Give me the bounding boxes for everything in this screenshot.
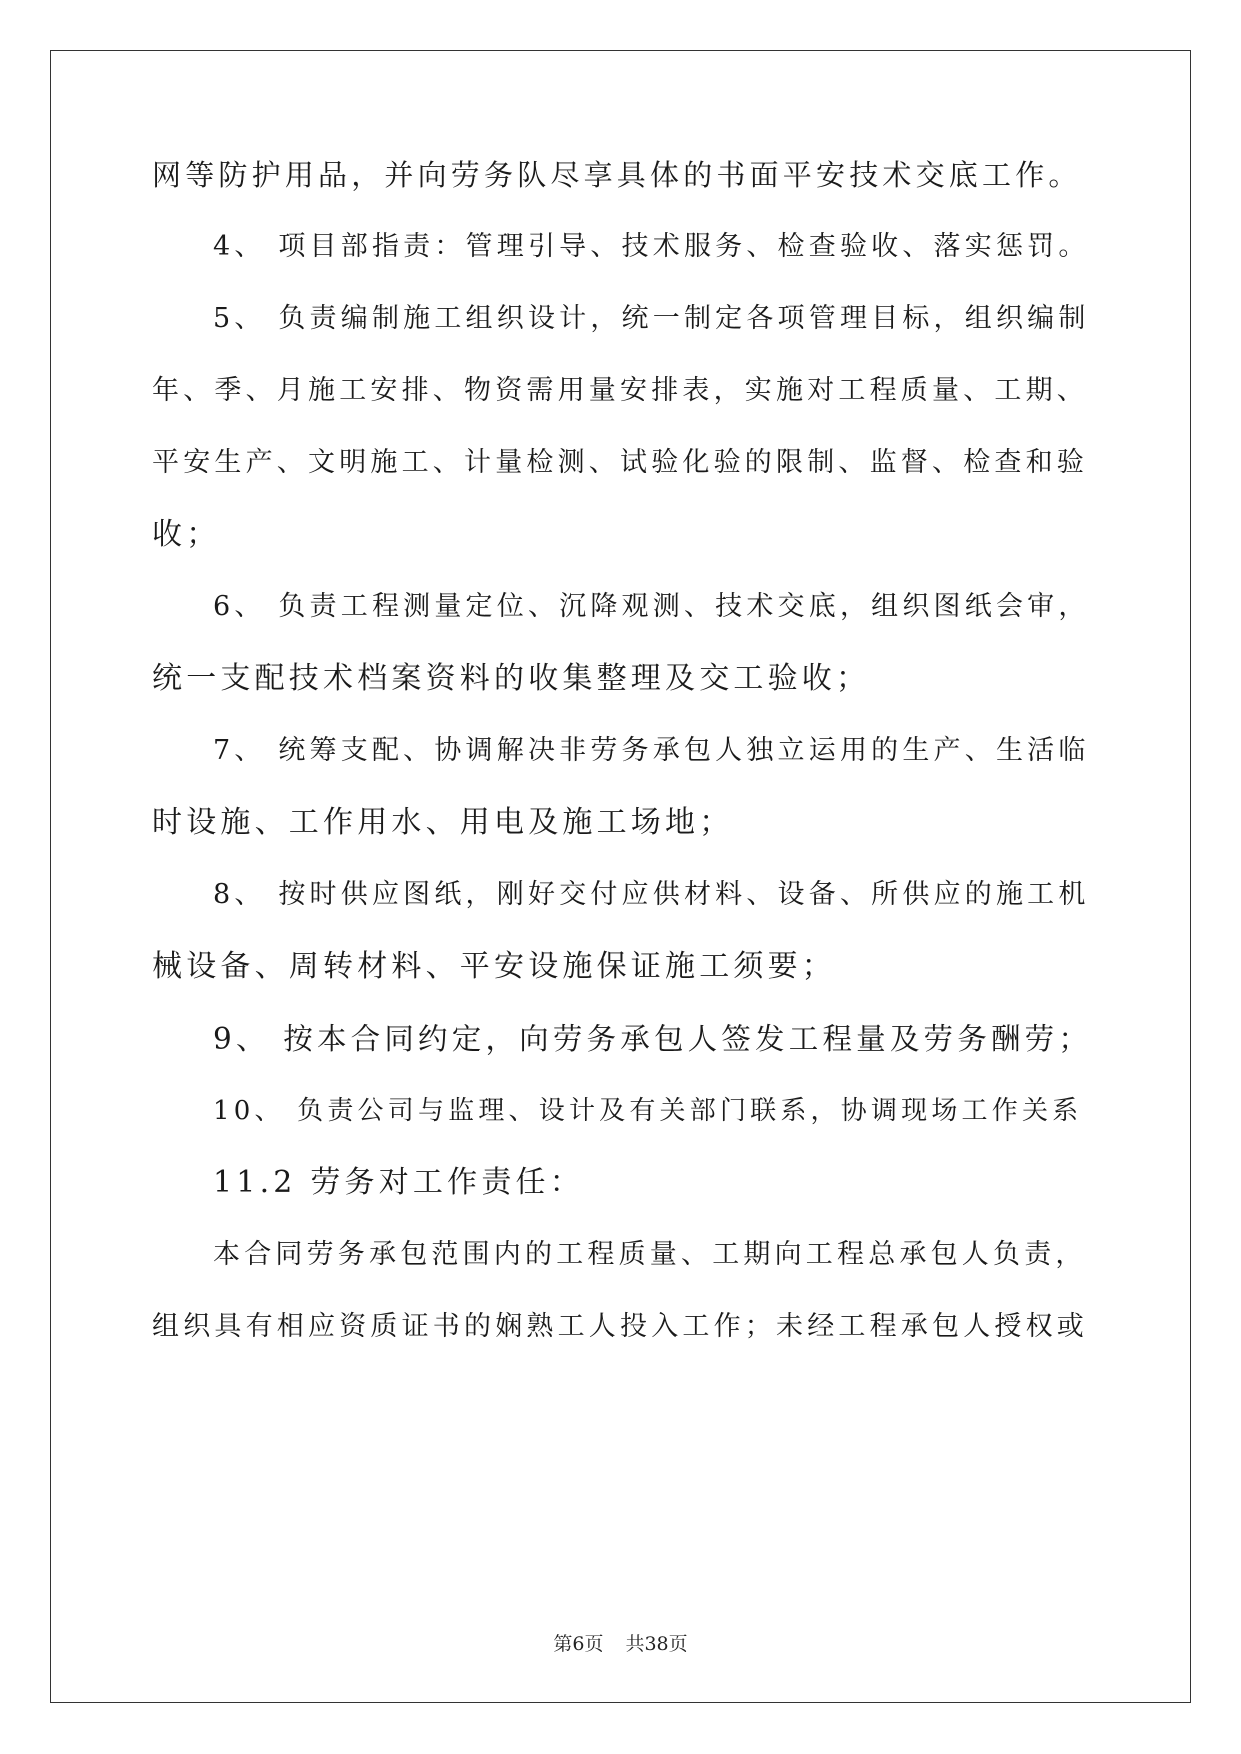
text-line-11: 8、 按时供应图纸，刚好交付应供材料、设备、所供应的施工机 (213, 879, 1090, 910)
text-line-14: 10、 负责公司与监理、设计及有关部门联系，协调现场工作关系 (213, 1096, 1083, 1126)
page-total: 共38页 (625, 1633, 688, 1655)
text-line-13: 9、 按本合同约定，向劳务承包人签发工程量及劳务酬劳； (213, 1022, 1093, 1056)
text-line-6: 收； (152, 517, 221, 552)
text-line-8: 统一支配技术档案资料的收集整理及交工验收； (152, 661, 871, 696)
text-line-7: 6、 负责工程测量定位、沉降观测、技术交底，组织图纸会审， (213, 591, 1090, 622)
text-line-1: 网等防护用品，并向劳务队尽享具体的书面平安技术交底工作。 (152, 158, 1082, 192)
text-line-15: 11.2 劳务对工作责任： (213, 1165, 584, 1200)
text-line-3: 5、 负责编制施工组织设计，统一制定各项管理目标，组织编制 (213, 303, 1090, 334)
text-line-10: 时设施、工作用水、用电及施工场地； (152, 805, 734, 840)
page-footer (0, 1632, 1241, 1656)
text-line-5: 平安生产、文明施工、计量检测、试验化验的限制、监督、检查和验 (152, 447, 1088, 478)
text-line-4: 年、季、月施工安排、物资需用量安排表，实施对工程质量、工期、 (152, 375, 1088, 406)
page-number: 第6页 (553, 1633, 604, 1655)
text-line-16: 本合同劳务承包范围内的工程质量、工期向工程总承包人负责， (213, 1239, 1087, 1270)
text-line-12: 械设备、周转材料、平安设施保证施工须要； (152, 949, 836, 984)
text-line-2: 4、 项目部指责：管理引导、技术服务、检查验收、落实惩罚。 (213, 231, 1090, 262)
text-line-17: 组织具有相应资质证书的娴熟工人投入工作；未经工程承包人授权或 (152, 1311, 1088, 1342)
text-line-9: 7、 统筹支配、协调解决非劳务承包人独立运用的生产、生活临 (213, 735, 1090, 766)
